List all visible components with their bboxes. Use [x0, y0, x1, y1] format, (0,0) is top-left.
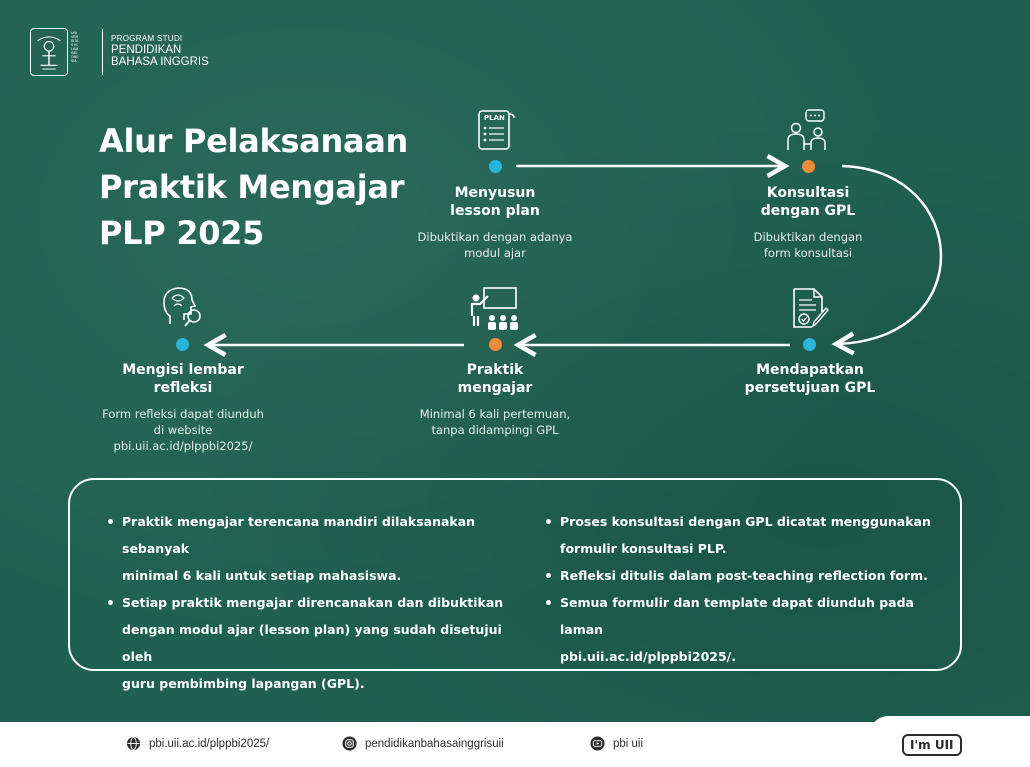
logo-divider — [102, 29, 103, 75]
step-2-desc-line-1: Dibuktikan dengan — [753, 230, 863, 244]
note-right-3-line-1: Semua formulir dan template dapat diunduh pada laman — [560, 595, 914, 637]
step-5-title — [103, 361, 263, 397]
step-4-title-line-2: mengajar — [457, 380, 533, 396]
step-1-desc-line-1: Dibuktikan dengan adanya — [417, 230, 573, 244]
notes-left-column — [106, 508, 526, 697]
uii-emblem-logo — [30, 28, 79, 76]
step-1-title-line-2: lesson plan — [450, 203, 540, 219]
program-label: PROGRAM STUDI — [111, 33, 183, 43]
step-3-dot — [803, 338, 816, 351]
note-left-1-line-2: minimal 6 kali untuk setiap mahasiswa. — [122, 568, 402, 583]
step-5-dot — [176, 338, 189, 351]
reflection-head-icon — [160, 284, 204, 330]
step-2-desc — [718, 229, 898, 261]
notes-right-column — [544, 508, 944, 670]
youtube-channel[interactable]: pbi uii — [613, 737, 644, 750]
note-item — [106, 508, 526, 589]
step-1-title — [415, 184, 575, 220]
footer-bar — [0, 722, 1030, 767]
website-link[interactable]: pbi.uii.ac.id/plppbi2025/ — [149, 737, 270, 750]
consultation-people-icon — [786, 108, 830, 152]
program-logo — [30, 28, 209, 76]
title-line-3: PLP 2025 — [99, 214, 265, 252]
footer-website[interactable] — [126, 736, 269, 751]
step-3-title-line-1: Mendapatkan — [756, 362, 864, 378]
im-uii-logo: I'm UII — [902, 734, 962, 756]
step-5-desc — [88, 406, 278, 454]
step-5-desc-line-2: di website — [153, 423, 213, 437]
instagram-handle[interactable]: pendidikanbahasainggrisuii — [365, 737, 504, 750]
approved-document-icon — [790, 286, 830, 330]
note-right-2-line-1: Refleksi ditulis dalam post-teaching reflection form. — [560, 568, 928, 583]
step-2-title-line-1: Konsultasi — [766, 185, 850, 201]
step-2-title — [728, 184, 888, 220]
lesson-plan-document-icon — [476, 108, 516, 154]
globe-icon — [126, 736, 141, 751]
step-1-desc — [405, 229, 585, 261]
step-4-desc-line-2: tanpa didampingi GPL — [431, 423, 559, 437]
instagram-icon — [342, 736, 357, 751]
step-5-desc-line-3: pbi.uii.ac.id/plppbi2025/ — [113, 439, 253, 453]
program-line-2: BAHASA INGGRIS — [111, 56, 209, 69]
step-4-dot — [489, 338, 502, 351]
step-5-title-line-1: Mengisi lembar — [122, 362, 244, 378]
footer-instagram[interactable] — [342, 736, 504, 751]
program-name — [111, 35, 209, 69]
note-item — [106, 589, 526, 697]
title-line-1: Alur Pelaksanaan — [99, 122, 409, 160]
emblem-text: UNIVERSITAS ISLAM INDONESIA — [71, 31, 79, 63]
step-4-desc-line-1: Minimal 6 kali pertemuan, — [419, 407, 571, 421]
step-5-title-line-2: refleksi — [153, 380, 213, 396]
plan-label: PLAN — [484, 114, 505, 122]
note-left-2-line-2: dengan modul ajar (lesson plan) yang sudah disetujui oleh — [122, 622, 502, 664]
note-left-2-line-3: guru pembimbing lapangan (GPL). — [122, 676, 365, 691]
step-4-title-line-1: Praktik — [466, 362, 524, 378]
step-1-dot — [489, 160, 502, 173]
youtube-icon — [590, 736, 605, 751]
footer-youtube[interactable] — [590, 736, 643, 751]
note-right-3-line-2: pbi.uii.ac.id/plppbi2025/. — [560, 649, 737, 664]
step-4-desc — [400, 406, 590, 438]
step-4-title — [415, 361, 575, 397]
step-2-dot — [802, 160, 815, 173]
note-item — [544, 508, 944, 562]
step-3-title-line-2: persetujuan GPL — [744, 380, 876, 396]
title-line-2: Praktik Mengajar — [99, 168, 405, 206]
step-2-desc-line-2: form konsultasi — [763, 246, 853, 260]
teaching-class-icon — [468, 286, 522, 332]
step-2-title-line-2: dengan GPL — [760, 203, 856, 219]
page-title — [99, 118, 429, 256]
note-left-2-line-1: Setiap praktik mengajar direncanakan dan dibuktikan — [122, 595, 504, 610]
program-line-1: PENDIDIKAN — [111, 43, 182, 56]
note-item — [544, 589, 944, 670]
step-3-title — [720, 361, 900, 397]
step-1-title-line-1: Menyusun — [454, 185, 536, 201]
step-5-desc-line-1: Form refleksi dapat diunduh — [102, 407, 264, 421]
note-right-1-line-1: Proses konsultasi dengan GPL dicatat menggunakan — [560, 514, 931, 529]
step-1-desc-line-2: modul ajar — [464, 246, 526, 260]
note-item — [544, 562, 944, 589]
notes-box — [68, 478, 962, 691]
note-left-1-line-1: Praktik mengajar terencana mandiri dilaksanakan sebanyak — [122, 514, 476, 556]
note-right-1-line-2: formulir konsultasi PLP. — [560, 541, 727, 556]
